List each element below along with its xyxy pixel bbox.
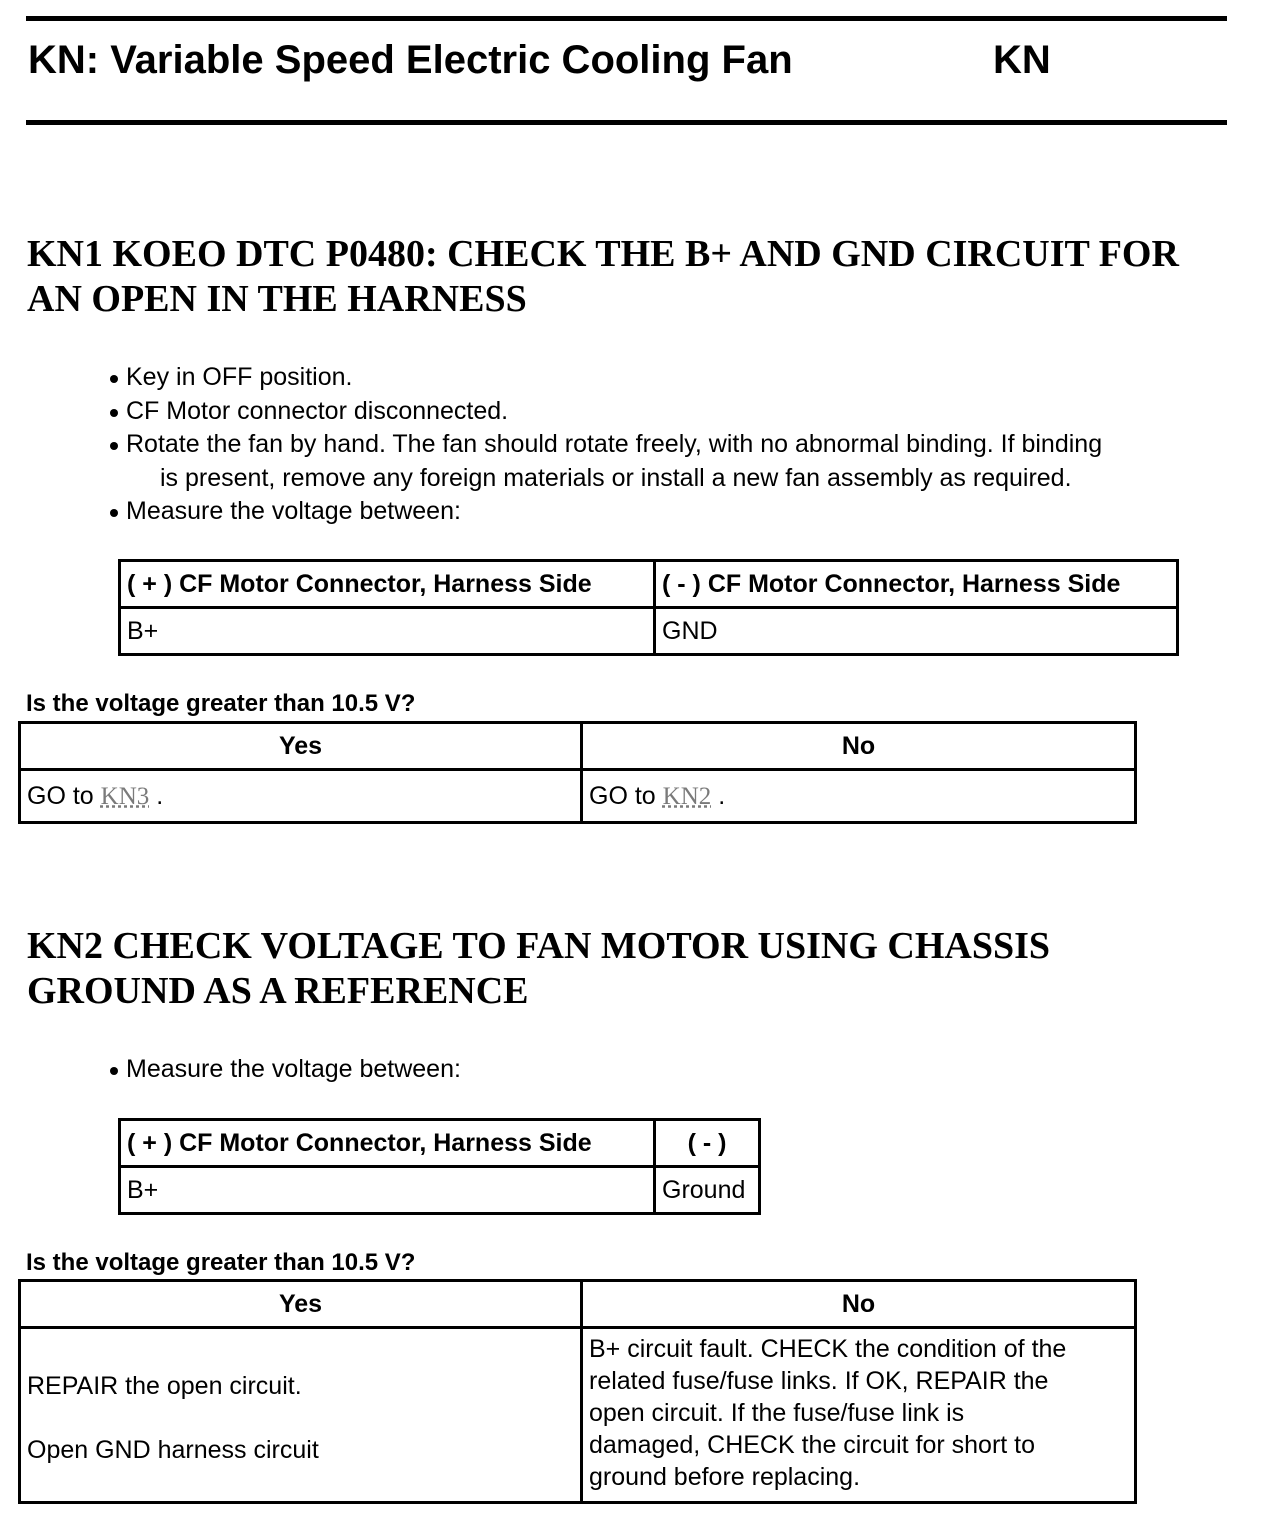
kn1-bullet-list — [108, 361, 1248, 529]
no-line-4: damaged, CHECK the circuit for short to — [589, 1431, 1036, 1459]
list-item: CF Motor connector disconnected. — [108, 395, 1248, 429]
page-title: KN: Variable Speed Electric Cooling Fan — [28, 38, 793, 82]
yes-cell: GO to KN3 . — [20, 770, 582, 823]
list-item-continuation: is present, remove any foreign materials or install a new fan assembly as required. — [160, 463, 1072, 492]
table-header-row — [20, 723, 1136, 770]
table-header-row — [120, 1120, 760, 1167]
link-kn3[interactable]: KN3 — [100, 782, 150, 810]
header-bottom-rule — [26, 120, 1227, 125]
kn2-decision-table — [18, 1279, 1137, 1504]
measure-col1-value: B+ — [120, 1167, 655, 1214]
table-row — [20, 1328, 1136, 1503]
kn1-title — [27, 232, 1237, 322]
kn1-question: Is the voltage greater than 10.5 V? — [26, 690, 416, 717]
bullet-icon — [110, 509, 118, 517]
kn2-measure-table — [118, 1118, 761, 1215]
measure-col2-value: Ground — [655, 1167, 760, 1214]
page-code: KN — [993, 38, 1051, 82]
kn1-decision-table — [18, 721, 1137, 824]
no-cell — [582, 1328, 1136, 1503]
kn2-title-line1: KN2 CHECK VOLTAGE TO FAN MOTOR USING CHASSIS — [27, 925, 1051, 967]
measure-col2-header: ( - ) — [655, 1120, 760, 1167]
yes-line-2: Open GND harness circuit — [27, 1436, 319, 1464]
yes-line-1: REPAIR the open circuit. — [27, 1372, 302, 1400]
kn2-bullet-list — [108, 1053, 1248, 1087]
kn2-title — [27, 924, 1237, 1014]
table-header-row — [20, 1281, 1136, 1328]
header-top-rule — [26, 16, 1227, 21]
no-line-1: B+ circuit fault. CHECK the condition of the — [589, 1335, 1067, 1363]
table-row — [120, 1167, 760, 1214]
list-item: Measure the voltage between: — [108, 1053, 1248, 1087]
table-row — [120, 608, 1178, 655]
no-line-3: open circuit. If the fuse/fuse link is — [589, 1399, 965, 1427]
yes-cell — [20, 1328, 582, 1503]
kn1-title-line1: KN1 KOEO DTC P0480: CHECK THE B+ AND GND CIRCUIT FOR — [27, 233, 1179, 275]
bullet-icon — [110, 1067, 118, 1075]
bullet-icon — [110, 442, 118, 450]
list-item: Rotate the fan by hand. The fan should rotate freely, with no abnormal binding. If binding is present, remove any foreign materials or install a new fan assembly as required. — [108, 428, 1248, 495]
table-row — [20, 770, 1136, 823]
list-item: Measure the voltage between: — [108, 495, 1248, 529]
measure-col1-header: ( + ) CF Motor Connector, Harness Side — [120, 1120, 655, 1167]
measure-col1-value: B+ — [120, 608, 655, 655]
no-header: No — [582, 723, 1136, 770]
no-line-2: related fuse/fuse links. If OK, REPAIR the — [589, 1367, 1049, 1395]
yes-header: Yes — [20, 1281, 582, 1328]
kn2-title-line2: GROUND AS A REFERENCE — [27, 970, 529, 1012]
kn2-question: Is the voltage greater than 10.5 V? — [26, 1249, 416, 1276]
table-header-row — [120, 561, 1178, 608]
no-header: No — [582, 1281, 1136, 1328]
measure-col1-header: ( + ) CF Motor Connector, Harness Side — [120, 561, 655, 608]
measure-col2-header: ( - ) CF Motor Connector, Harness Side — [655, 561, 1178, 608]
spacer — [27, 1402, 574, 1434]
link-kn2[interactable]: KN2 — [662, 782, 712, 810]
yes-header: Yes — [20, 723, 582, 770]
bullet-icon — [110, 375, 118, 383]
no-cell: GO to KN2 . — [582, 770, 1136, 823]
list-item: Key in OFF position. — [108, 361, 1248, 395]
no-line-5: ground before replacing. — [589, 1463, 861, 1491]
measure-col2-value: GND — [655, 608, 1178, 655]
kn1-measure-table — [118, 559, 1179, 656]
kn1-title-line2: AN OPEN IN THE HARNESS — [27, 278, 527, 320]
bullet-icon — [110, 409, 118, 417]
